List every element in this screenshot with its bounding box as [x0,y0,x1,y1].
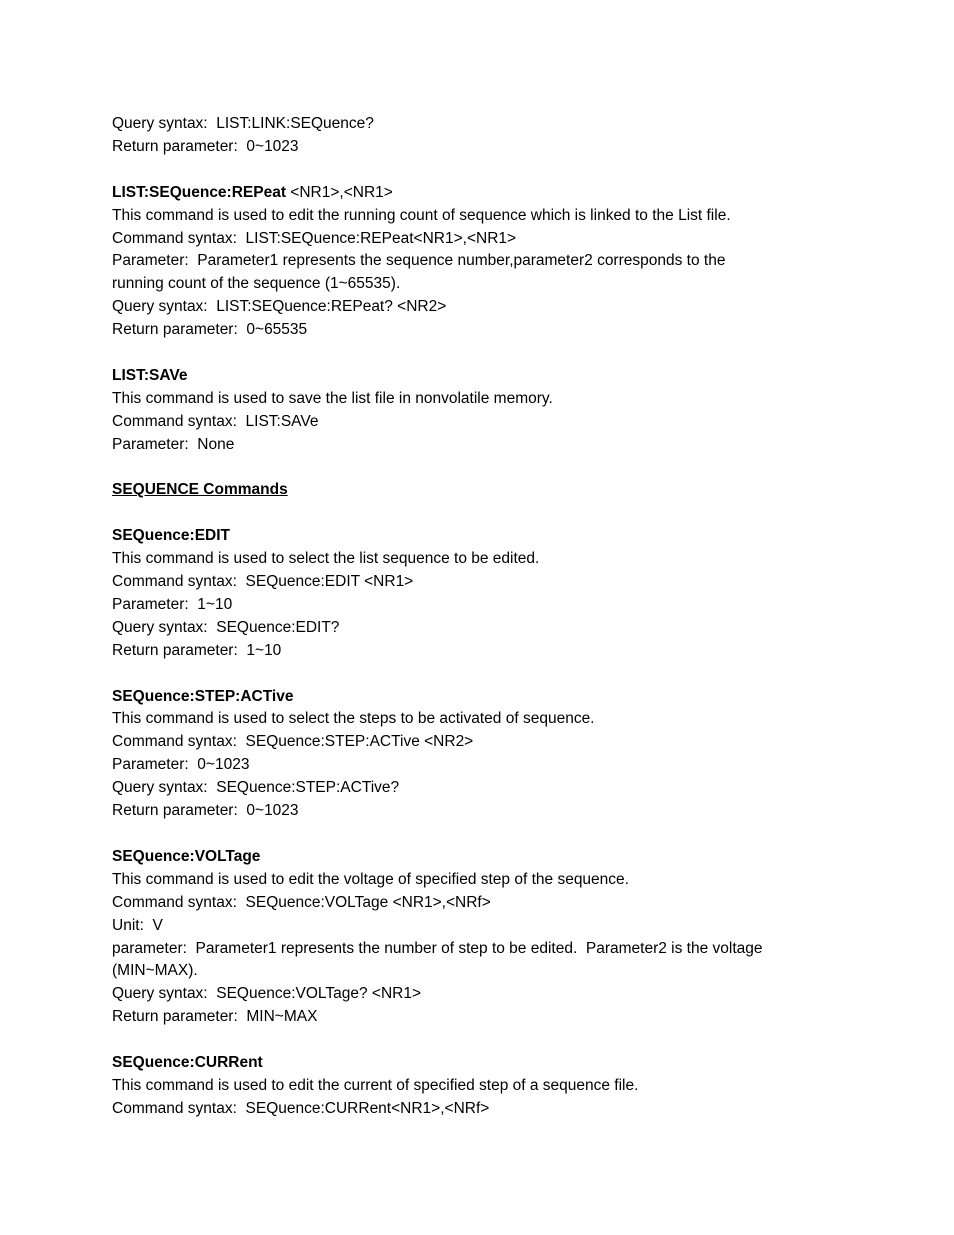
body-line: Return parameter: MIN~MAX [112,1008,318,1026]
doc-block [112,525,852,662]
body-line: (MIN~MAX). [112,962,198,980]
doc-block [112,182,852,342]
body-line: This command is used to edit the voltage of specified step of the sequence. [112,870,629,888]
doc-block [112,1052,852,1121]
body-line: Query syntax: SEQuence:VOLTage? <NR1> [112,985,422,1003]
document-page [112,113,852,1121]
body-line: Return parameter: 0~65535 [112,321,308,339]
body-line: Parameter: None [112,435,235,453]
section-block [112,479,852,502]
body-line: This command is used to save the list file in nonvolatile memory. [112,389,553,407]
command-heading: SEQuence:STEP:ACTive [112,687,294,705]
body-line: Parameter: 0~1023 [112,756,250,774]
command-heading: SEQuence:VOLTage [112,847,261,865]
paragraph-gap [112,457,852,480]
section-title: SEQUENCE Commands [112,481,288,499]
body-line: parameter: Parameter1 represents the number of step to be edited. Parameter2 is the voltage [112,939,763,957]
body-line: Return parameter: 0~1023 [112,802,299,820]
body-line: running count of the sequence (1~65535). [112,275,401,293]
body-line: Query syntax: LIST:SEQuence:REPeat? <NR2> [112,298,447,316]
paragraph-gap [112,823,852,846]
body-line: Return parameter: 1~10 [112,641,282,659]
doc-block [112,686,852,823]
body-line: Parameter: 1~10 [112,595,233,613]
body-line: This command is used to edit the current of specified step of a sequence file. [112,1076,639,1094]
body-line: Query syntax: SEQuence:STEP:ACTive? [112,779,400,797]
body-line: Command syntax: LIST:SAVe [112,412,319,430]
body-line: Command syntax: SEQuence:EDIT <NR1> [112,573,414,591]
body-line: Command syntax: SEQuence:VOLTage <NR1>,<NRf> [112,893,491,911]
body-line: Command syntax: SEQuence:CURRent<NR1>,<NRf> [112,1099,490,1117]
doc-block [112,113,852,159]
paragraph-gap [112,1029,852,1052]
body-line: This command is used to edit the running count of sequence which is linked to the List file. [112,206,731,224]
body-line: This command is used to select the list sequence to be edited. [112,550,540,568]
body-line: Unit: V [112,916,163,934]
body-line: Command syntax: SEQuence:STEP:ACTive <NR2> [112,733,474,751]
body-line: Parameter: Parameter1 represents the sequence number,parameter2 corresponds to the [112,252,726,270]
command-heading [112,182,852,205]
paragraph-gap [112,342,852,365]
command-heading: SEQuence:EDIT [112,527,230,545]
paragraph-gap [112,502,852,525]
command-heading-args: <NR1>,<NR1> [286,183,393,201]
body-line: Query syntax: LIST:LINK:SEQuence? [112,115,374,132]
command-heading: LIST:SAVe [112,366,188,384]
command-heading-name: LIST:SEQuence:REPeat [112,183,286,201]
doc-block [112,365,852,457]
body-line: This command is used to select the steps to be activated of sequence. [112,710,595,728]
command-heading: SEQuence:CURRent [112,1054,263,1072]
body-line: Query syntax: SEQuence:EDIT? [112,618,340,636]
paragraph-gap [112,663,852,686]
doc-block [112,846,852,1029]
paragraph-gap [112,159,852,182]
body-line: Return parameter: 0~1023 [112,137,299,155]
body-line: Command syntax: LIST:SEQuence:REPeat<NR1>,<NR1> [112,229,517,247]
